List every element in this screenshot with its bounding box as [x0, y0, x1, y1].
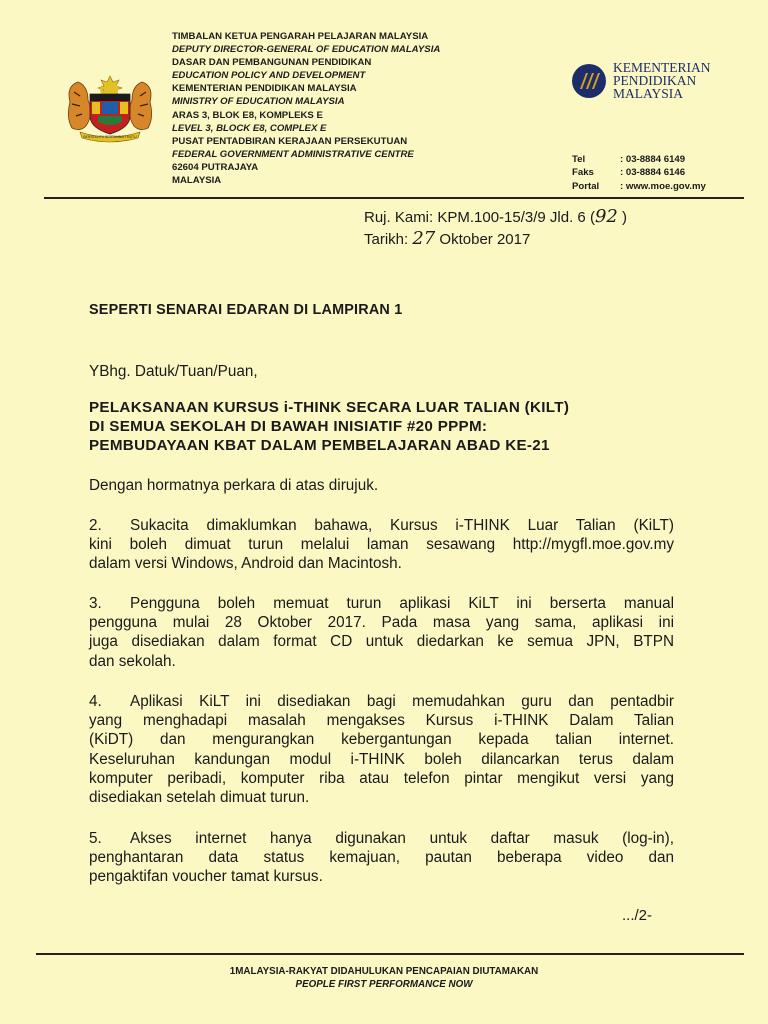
letter-subject — [89, 398, 699, 455]
subject-line: PELAKSANAAN KURSUS i-THINK SECARA LUAR TALIAN (KILT) — [89, 399, 570, 416]
paragraph-line: dalam versi Windows, Android dan Macintosh. — [89, 555, 402, 573]
handwritten-ref-number: 92 — [594, 206, 618, 227]
svg-text:BERSEKUTU BERTAMBAH MUTU: BERSEKUTU BERTAMBAH MUTU — [83, 135, 137, 139]
handwritten-day: 27 — [412, 228, 436, 249]
paragraph-line: pengguna mulai 28 Oktober 2017. Pada masa yang sama, aplikasi ini — [89, 614, 674, 632]
paragraph-number: 5. — [89, 830, 102, 847]
paragraph-number: 4. — [89, 693, 102, 710]
paragraph-line: Keseluruhan kandungan modul i-THINK boleh dilancarkan terus dalam — [89, 750, 674, 768]
address-line: TIMBALAN KETUA PENGARAH PELAJARAN MALAYSIA — [172, 31, 429, 42]
letter-date: Tarikh: 27 Oktober 2017 — [364, 228, 531, 249]
paragraph-2: 2. Sukacita dimaklumkan bahawa, Kursus i-THINK Luar Talian (KiLT) kini boleh dimuat turun melalui laman sesawang http://mygfl.moe.gov.my dalam versi Windows, Android dan Macintosh. — [89, 517, 674, 573]
ministry-wordmark — [613, 61, 711, 100]
contact-value: : 03-8884 6146 — [620, 167, 686, 179]
page-continuation-marker: .../2- — [622, 907, 653, 924]
header-divider — [44, 197, 744, 199]
contact-label: Portal — [572, 180, 600, 192]
paragraph-line: kini boleh dimuat turun melalui laman sesawang http://mygfl.moe.gov.my — [89, 536, 674, 554]
address-line: MALAYSIA — [172, 175, 222, 187]
paragraph-number: 3. — [89, 595, 102, 612]
ministry-wordmark-line: KEMENTERIAN — [613, 60, 711, 75]
address-line: ARAS 3, BLOK E8, KOMPLEKS E — [172, 109, 323, 121]
subject-line: DI SEMUA SEKOLAH DI BAWAH INISIATIF #20 PPPM: — [89, 418, 488, 435]
reference-block — [364, 206, 627, 250]
contact-label: Faks — [572, 167, 594, 179]
address-line: MINISTRY OF EDUCATION MALAYSIA — [172, 96, 345, 108]
footer-divider — [36, 953, 744, 955]
footer-slogan-english: PEOPLE FIRST PERFORMANCE NOW — [295, 979, 473, 990]
recipient-line: SEPERTI SENARAI EDARAN DI LAMPIRAN 1 — [89, 302, 403, 318]
paragraph-line: komputer peribadi, komputer riba atau telefon pintar mengikut versi yang — [89, 769, 674, 787]
address-line: DEPUTY DIRECTOR-GENERAL OF EDUCATION MALAYSIA — [172, 44, 441, 56]
paragraph-line: (KiDT) dan mengurangkan kebergantungan kepada talian internet. — [89, 731, 674, 749]
contact-row-fax — [572, 166, 706, 179]
contact-value: : www.moe.gov.my — [620, 180, 706, 192]
paragraph-number: 2. — [89, 517, 102, 534]
opening-sentence: Dengan hormatnya perkara di atas dirujuk. — [89, 477, 379, 494]
paragraph-line: juga disediakan dalam format CD untuk diedarkan ke semua JPN, BTPN — [89, 633, 674, 651]
address-line: EDUCATION POLICY AND DEVELOPMENT — [172, 70, 366, 82]
paragraph-line: dan sekolah. — [89, 652, 176, 670]
address-line: PUSAT PENTADBIRAN KERAJAAN PERSEKUTUAN — [172, 135, 408, 147]
paragraph-5: 5. Akses internet hanya digunakan untuk daftar masuk (log-in), penghantaran data status kemajuan, pautan beberapa video dan pengaktifan voucher tamat kursus. — [89, 830, 674, 886]
paragraph-line: pengaktifan voucher tamat kursus. — [89, 868, 323, 886]
paragraph-line: penghantaran data status kemajuan, pautan beberapa video dan — [89, 849, 674, 867]
ministry-logo-icon — [571, 63, 607, 99]
contact-label: Tel — [572, 154, 586, 165]
ministry-wordmark-line: PENDIDIKAN — [613, 73, 697, 88]
paragraph-line: disediakan setelah dimuat turun. — [89, 789, 310, 807]
address-line: DASAR DAN PEMBANGUNAN PENDIDIKAN — [172, 57, 372, 69]
subject-line: PEMBUDAYAAN KBAT DALAM PEMBELAJARAN ABAD KE-21 — [89, 437, 550, 454]
salutation: YBhg. Datuk/Tuan/Puan, — [89, 363, 258, 380]
address-line: KEMENTERIAN PENDIDIKAN MALAYSIA — [172, 83, 357, 95]
footer-slogan: 1MALAYSIA-RAKYAT DIDAHULUKAN PENCAPAIAN DIUTAMAKAN — [229, 966, 539, 977]
contact-value: : 03-8884 6149 — [620, 154, 686, 165]
paragraph-line: yang menghadapi masalah mengakses Kursus i-THINK Dalam Talian — [89, 712, 674, 730]
address-line: 62604 PUTRAJAYA — [172, 161, 259, 173]
address-line: LEVEL 3, BLOCK E8, COMPLEX E — [172, 122, 327, 134]
reference-number: Ruj. Kami: KPM.100-15/3/9 Jld. 6 (92 ) — [364, 206, 628, 227]
paragraph-4: 4. Aplikasi KiLT ini disediakan bagi memudahkan guru dan pentadbir yang menghadapi masalah mengakses Kursus i-THINK Dalam Talian (KiDT) dan mengurangkan kebergantungan kepada talian internet. Keseluruhan kandungan modul i-THINK boleh dilancarkan terus dalam komputer peribadi, komputer riba atau telefon pintar mengikut versi yang disediakan setelah dimuat turun. — [89, 693, 674, 807]
paragraph-3: 3. Pengguna boleh memuat turun aplikasi KiLT ini berserta manual pengguna mulai 28 Oktober 2017. Pada masa yang sama, aplikasi ini juga disediakan dalam format CD untuk diedarkan ke semua JPN, BTPN dan sekolah. — [89, 595, 674, 670]
contact-row-tel — [572, 153, 706, 166]
address-line: FEDERAL GOVERNMENT ADMINISTRATIVE CENTRE — [172, 148, 414, 160]
coat-of-arms-logo — [62, 72, 158, 146]
contact-block — [572, 153, 706, 193]
ministry-wordmark-line: MALAYSIA — [613, 86, 684, 101]
sender-address-block — [172, 30, 502, 187]
contact-row-portal — [572, 180, 706, 193]
